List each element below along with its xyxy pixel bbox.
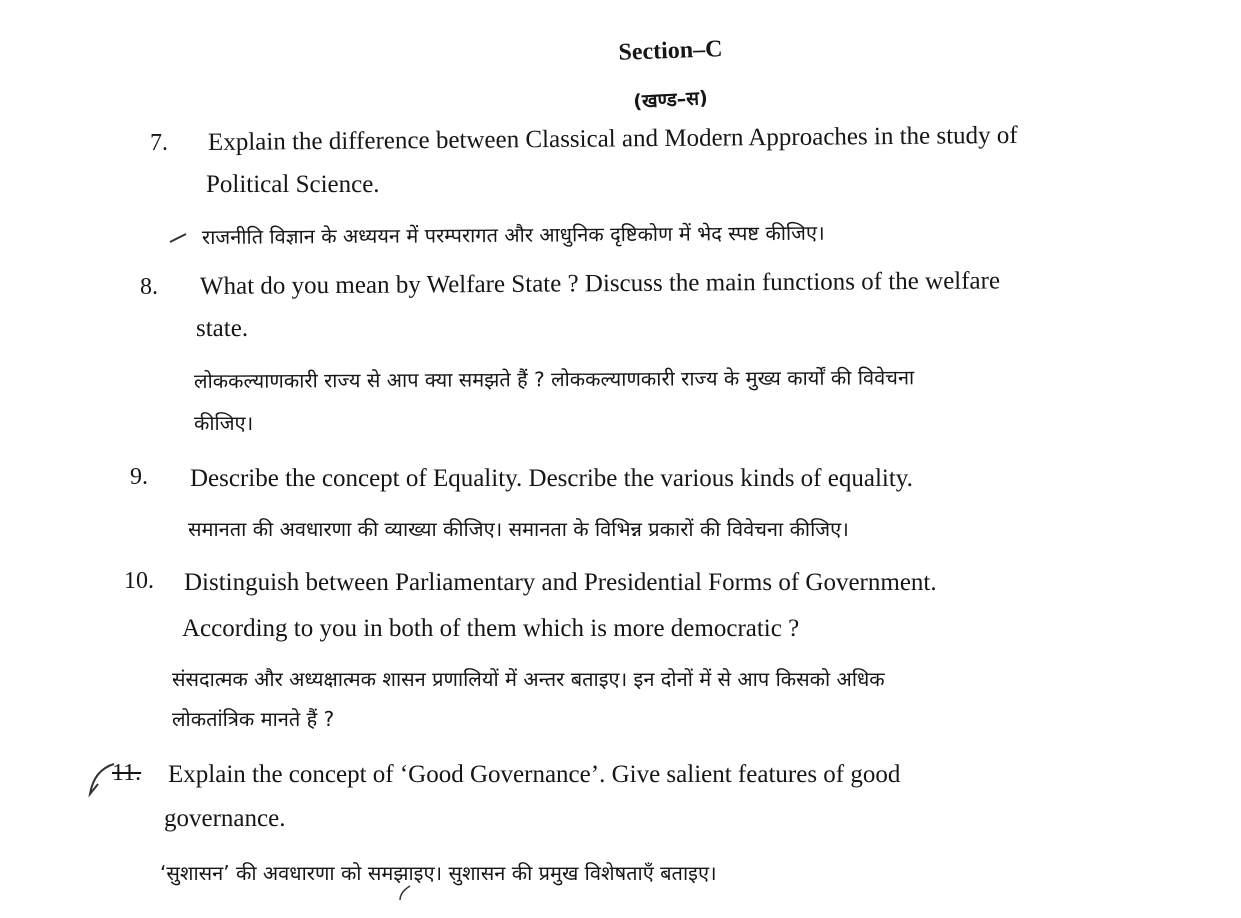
question-10-hi-line-1: संसदात्मक और अध्यक्षात्मक शासन प्रणालियों में अन्तर बताइए। इन दोनों में से आप किसको अधिक (172, 667, 885, 691)
question-7-number: 7. (150, 130, 168, 156)
question-9-number: 9. (130, 464, 148, 490)
section-subtitle: (खण्ड–स) (632, 87, 709, 113)
question-11-number: 11. (112, 760, 142, 786)
question-9-hi-line-1: समानता की अवधारणा की व्याख्या कीजिए। समानता के विभिन्न प्रकारों की विवेचना कीजिए। (188, 517, 849, 541)
question-7-en-line-2: Political Science. (206, 171, 380, 198)
question-7-hi-line-1: राजनीति विज्ञान के अध्ययन में परम्परागत और आधुनिक दृष्टिकोण में भेद स्पष्ट कीजिए। (201, 220, 825, 249)
question-8-hi-line-2: कीजिए। (194, 411, 254, 435)
question-8-en-line-1: What do you mean by Welfare State ? Discuss the main functions of the welfare (199, 267, 1001, 300)
question-10-en-line-1: Distinguish between Parliamentary and Presidential Forms of Government. (184, 569, 937, 596)
question-10-en-line-2: According to you in both of them which is more democratic ? (182, 615, 800, 642)
pen-tick-mark-icon (168, 228, 190, 246)
question-11-en-line-1: Explain the concept of ‘Good Governance’. Give salient features of good (168, 761, 901, 788)
question-8-hi-line-1: लोककल्याणकारी राज्य से आप क्या समझते हैं ? लोककल्याणकारी राज्य के मुख्य कार्यों की विवेचना (193, 365, 915, 393)
question-11-hi-line-1: ‘सुशासन’ की अवधारणा को समझाइए। सुशासन की प्रमुख विशेषताएँ बताइए। (160, 861, 717, 885)
question-9-en-line-1: Describe the concept of Equality. Describe the various kinds of equality. (190, 465, 913, 492)
pen-tick-mark-icon (396, 884, 416, 904)
question-11-en-line-2: governance. (164, 805, 286, 832)
question-10-number: 10. (124, 568, 154, 594)
question-8-number: 8. (140, 274, 158, 300)
question-7-en-line-1: Explain the difference between Classical and Modern Approaches in the study of (207, 121, 1018, 156)
question-10-hi-line-2: लोकतांत्रिक मानते हैं ? (172, 707, 335, 731)
question-8-en-line-2: state. (196, 315, 249, 342)
section-title: Section–C (618, 36, 723, 66)
